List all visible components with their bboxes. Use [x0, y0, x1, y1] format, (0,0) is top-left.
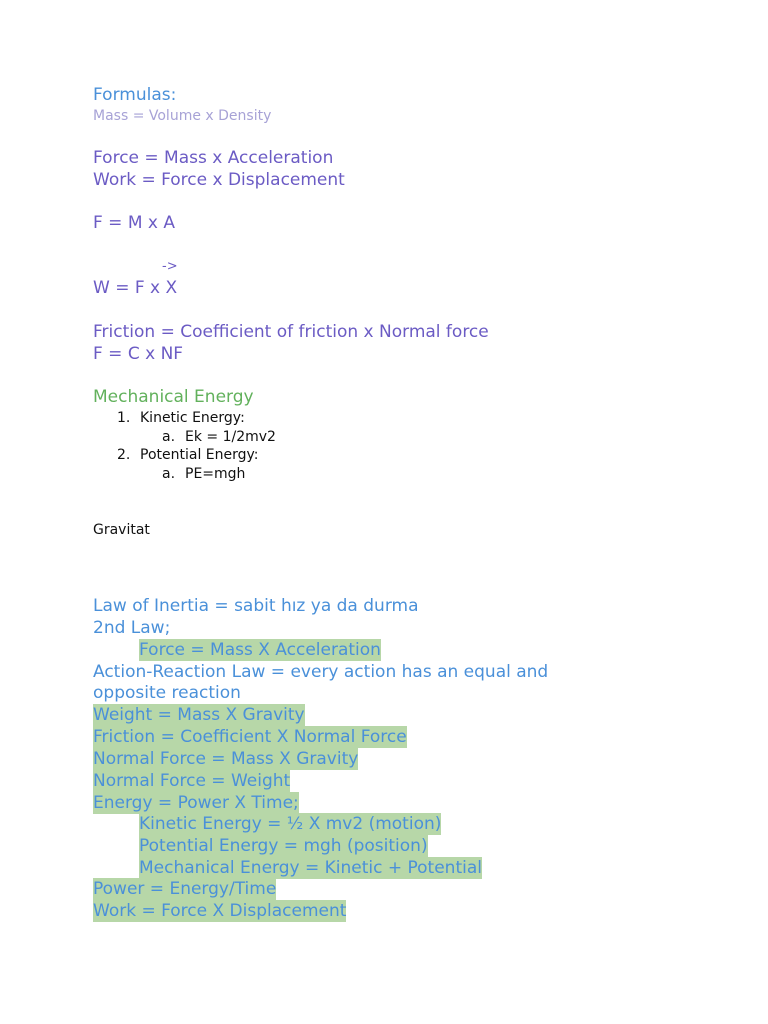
- second-law-formula: [139, 642, 381, 659]
- friction-law: [93, 729, 407, 746]
- f-ma-formula: F = M x A: [93, 213, 175, 233]
- normal-force-gravity: [93, 751, 358, 768]
- list-number: 1.: [117, 410, 131, 426]
- list-sub-label: PE=mgh: [185, 466, 246, 482]
- list-number: 2.: [117, 447, 131, 463]
- w-fx-formula: W = F x X: [93, 278, 178, 298]
- highlighted-text: Force = Mass X Acceleration: [139, 640, 381, 660]
- normal-force-weight: [93, 773, 290, 790]
- energy-formula: [93, 795, 299, 812]
- gravitat-text: Gravitat: [93, 522, 150, 538]
- action-reaction-line-2: opposite reaction: [93, 683, 241, 703]
- mass-formula: Mass = Volume x Density: [93, 108, 272, 124]
- work-law: [93, 903, 346, 920]
- highlighted-text: Mechanical Energy = Kinetic + Potential: [139, 858, 482, 878]
- list-letter: a.: [162, 429, 176, 445]
- list-label: Potential Energy:: [140, 447, 259, 463]
- highlighted-text: Energy = Power X Time;: [93, 793, 299, 813]
- highlighted-text: Power = Energy/Time: [93, 879, 277, 899]
- highlighted-text: Work = Force X Displacement: [93, 901, 347, 921]
- mechanical-energy-formula: [139, 860, 482, 877]
- work-formula: Work = Force x Displacement: [93, 170, 345, 190]
- f-cnf-formula: F = C x NF: [93, 344, 184, 364]
- mechanical-energy-heading: Mechanical Energy: [93, 387, 254, 407]
- law-of-inertia: Law of Inertia = sabit hız ya da durma: [93, 596, 419, 616]
- highlighted-text: Weight = Mass X Gravity: [93, 705, 305, 725]
- kinetic-energy-formula: [139, 816, 441, 833]
- power-formula: [93, 881, 276, 898]
- action-reaction-line-1: Action-Reaction Law = every action has an equal and: [93, 662, 549, 682]
- highlighted-text: Normal Force = Weight: [93, 771, 291, 791]
- formulas-heading: Formulas:: [93, 85, 177, 105]
- friction-formula: Friction = Coefficient of friction x Normal force: [93, 322, 489, 342]
- potential-energy-formula: [139, 838, 428, 855]
- list-item-kinetic: [117, 411, 245, 425]
- second-law: 2nd Law;: [93, 618, 171, 638]
- list-label: Kinetic Energy:: [140, 410, 245, 426]
- highlighted-text: Normal Force = Mass X Gravity: [93, 749, 359, 769]
- list-subitem-kinetic: [162, 430, 276, 444]
- weight-formula: [93, 707, 305, 724]
- highlighted-text: Kinetic Energy = ½ X mv2 (motion): [139, 814, 442, 834]
- highlighted-text: Potential Energy = mgh (position): [139, 836, 428, 856]
- list-subitem-potential: [162, 467, 245, 481]
- list-item-potential: [117, 448, 259, 462]
- force-formula: Force = Mass x Acceleration: [93, 148, 334, 168]
- list-letter: a.: [162, 466, 176, 482]
- vector-arrow: ->: [162, 259, 178, 274]
- list-sub-label: Ek = 1/2mv2: [185, 429, 276, 445]
- highlighted-text: Friction = Coefficient X Normal Force: [93, 727, 407, 747]
